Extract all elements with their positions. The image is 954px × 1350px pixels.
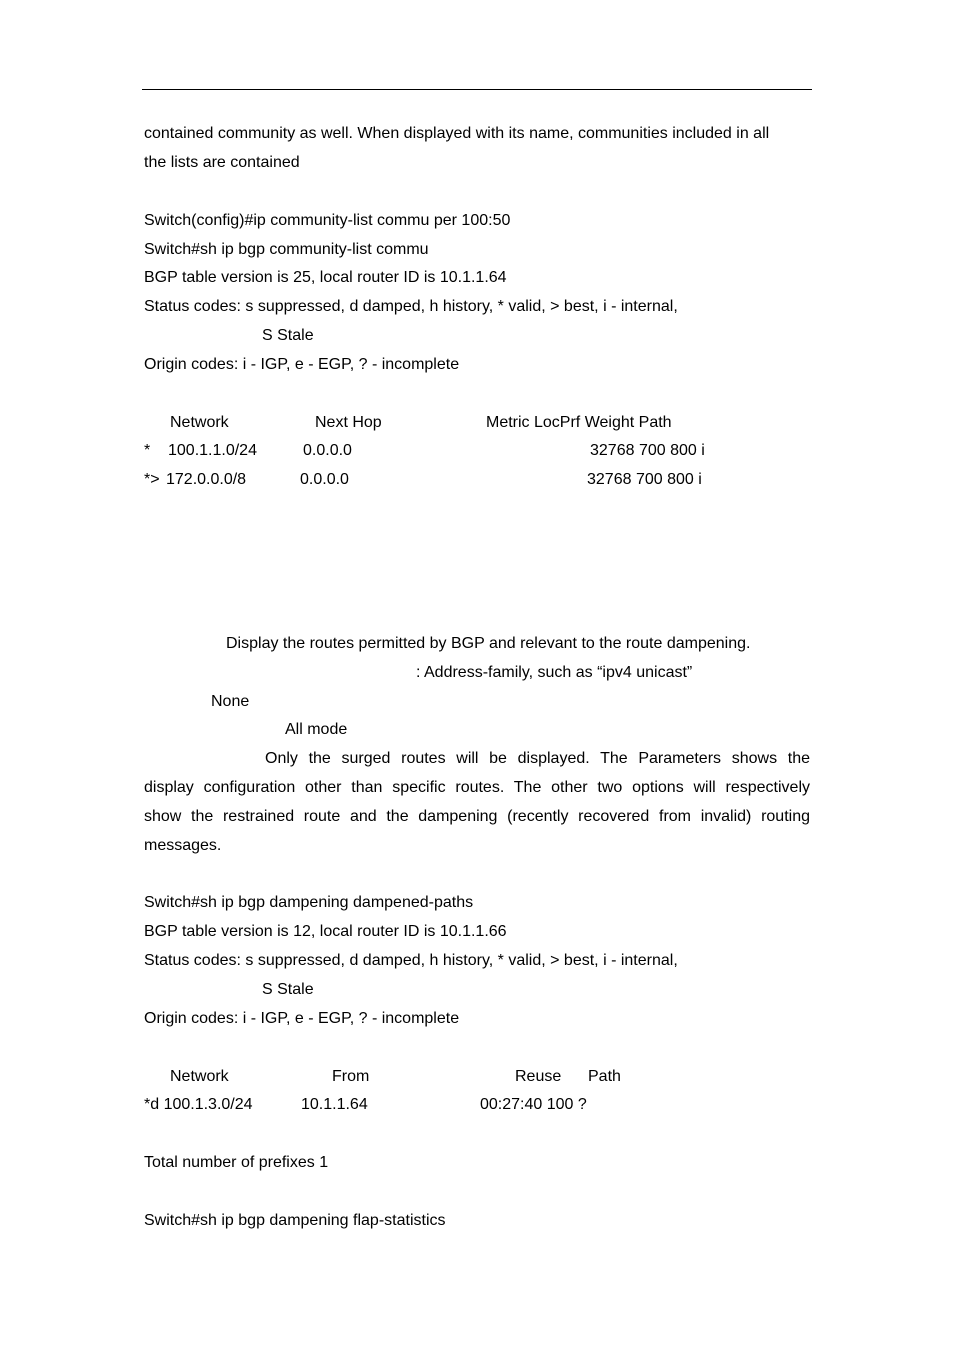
example1-header-rest: Metric LocPrf Weight Path [486,414,672,431]
usage-guide-line: show the restrained route and the dampening (recently recovered from invalid) routing [144,808,810,825]
command-parameter: : Address-family, such as “ipv4 unicast” [416,664,693,681]
usage-guide-line: display configuration other than specific routes. The other two options will respectively [144,779,810,796]
example2-row-network: *d 100.1.3.0/24 [144,1096,253,1113]
usage-guide-line: messages. [144,837,222,854]
example1-header-next-hop: Next Hop [315,414,382,431]
example2-status-codes: Status codes: s suppressed, d damped, h history, * valid, > best, i - internal, [144,952,678,969]
example1-row-network: 100.1.1.0/24 [168,442,257,459]
example1-row-next-hop: 0.0.0.0 [300,471,349,488]
example2-row-from: 10.1.1.64 [301,1096,368,1113]
example2-header-from: From [332,1068,370,1085]
example1-origin-codes: Origin codes: i - IGP, e - EGP, ? - incomplete [144,356,460,373]
command-function: Display the routes permitted by BGP and relevant to the route dampening. [226,635,751,652]
example2-total-prefixes: Total number of prefixes 1 [144,1154,329,1171]
example1-table-version: BGP table version is 25, local router ID is 10.1.1.64 [144,269,507,286]
intro-line-1: contained community as well. When displayed with its name, communities included in all [144,125,770,142]
example2-status-stale: S Stale [262,981,314,998]
example1-row-status: * [144,442,151,459]
command-default: None [211,693,250,710]
example2-row-reuse-path: 00:27:40 100 ? [480,1096,587,1113]
example1-row-status: *> [144,471,160,488]
example1-row-values: 32768 700 800 i [587,471,702,488]
example1-header-network: Network [170,414,229,431]
intro-line-2: the lists are contained [144,154,300,171]
example2-header-path: Path [588,1068,621,1085]
example3-command: Switch#sh ip bgp dampening flap-statistics [144,1212,446,1229]
example1-row-values: 32768 700 800 i [590,442,705,459]
command-usage-guide [144,744,810,860]
example2-origin-codes: Origin codes: i - IGP, e - EGP, ? - incomplete [144,1010,460,1027]
usage-guide-line: Only the surged routes will be displayed. The Parameters shows the [265,750,810,767]
example1-row-network: 172.0.0.0/8 [166,471,247,488]
example1-command-1: Switch(config)#ip community-list commu per 100:50 [144,212,511,229]
header-rule [142,89,812,90]
example1-status-codes: Status codes: s suppressed, d damped, h history, * valid, > best, i - internal, [144,298,678,315]
example2-table-version: BGP table version is 12, local router ID is 10.1.1.66 [144,923,507,940]
example1-status-stale: S Stale [262,327,314,344]
example2-command: Switch#sh ip bgp dampening dampened-paths [144,894,474,911]
example2-header-reuse: Reuse [515,1068,562,1085]
command-mode: All mode [285,721,348,738]
example1-command-2: Switch#sh ip bgp community-list commu [144,241,429,258]
example2-header-network: Network [170,1068,229,1085]
example1-row-next-hop: 0.0.0.0 [303,442,352,459]
